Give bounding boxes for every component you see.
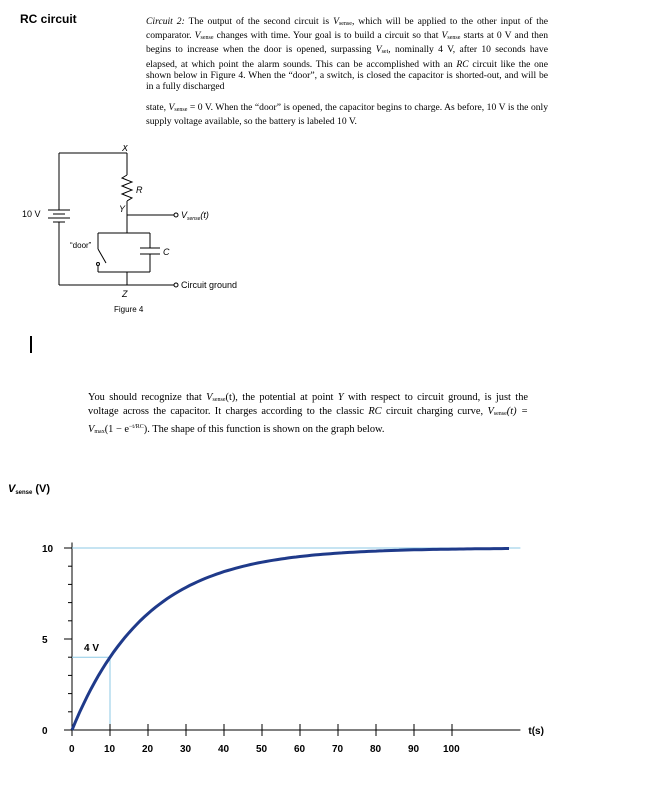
intro-text-a: The output of the second circuit is xyxy=(184,16,334,27)
set-sub: set xyxy=(381,49,389,56)
door-label: “door” xyxy=(70,241,92,250)
battery-label: 10 V xyxy=(22,209,41,219)
node-z-label: Z xyxy=(122,289,128,299)
circuit-label: Circuit 2: xyxy=(146,16,185,27)
v-symbol: V xyxy=(168,102,175,113)
x-tick-label: 0 xyxy=(69,744,75,755)
max-sub: max xyxy=(94,428,105,435)
state-paragraph xyxy=(146,102,548,127)
v-symbol: V xyxy=(194,30,201,42)
y-tick-label: 5 xyxy=(42,635,48,646)
sense-sub: sense xyxy=(174,107,188,113)
charging-curve-line xyxy=(72,549,509,731)
x-axis-label: t(s) xyxy=(528,726,544,737)
x-tick-label: 60 xyxy=(294,744,306,755)
figure-caption: Figure 4 xyxy=(114,305,144,314)
output-label: $V_{sense}(t)$ xyxy=(181,210,209,222)
sense-sub: sense xyxy=(212,397,226,403)
v-symbol: V xyxy=(333,16,339,27)
x-tick-label: 10 xyxy=(104,744,116,755)
explain-text-e: The shape of this function is shown on the graph below. xyxy=(149,423,385,435)
sense-sub: sense xyxy=(447,35,461,42)
text-cursor xyxy=(30,336,32,353)
resistor-label: R xyxy=(136,185,143,195)
sense-sub: sense xyxy=(493,411,507,418)
intro-text-c: changes with time. Your goal is to build a circuit so that xyxy=(213,30,442,42)
v-symbol: V xyxy=(206,392,213,403)
capacitor-label: C xyxy=(163,247,170,257)
x-tick-label: 50 xyxy=(256,744,268,755)
explain-text-b: (t), the potential at point xyxy=(225,392,338,403)
intro-text-e: , nominally 4 V, after 10 seconds have elapsed, at which point the alarm sounds. This can be accomplished with an xyxy=(146,44,548,70)
x-tick-label: 40 xyxy=(218,744,230,755)
explain-text-d: circuit charging curve, xyxy=(381,406,488,418)
rc-symbol: RC xyxy=(368,406,382,418)
explain-text-c: with respect to circuit ground, is just the voltage across the capacitor. It charges according to the classic xyxy=(88,392,528,418)
v-symbol: V xyxy=(441,30,448,42)
threshold-label: 4 V xyxy=(84,643,100,655)
x-tick-label: 30 xyxy=(180,744,192,755)
x-tick-label: 90 xyxy=(408,744,420,755)
y-symbol: Y xyxy=(337,392,344,403)
rc-symbol: RC xyxy=(456,58,469,70)
x-tick-label: 100 xyxy=(443,744,460,755)
intro-text-f: circuit like the one shown below in Figure 4. When the “door”, a switch, is closed the capacitor is shorted-out, and will be in a fully discharged xyxy=(146,58,548,93)
circuit-figure xyxy=(0,145,300,320)
sense-sub: sense xyxy=(200,35,214,42)
page-heading: RC circuit xyxy=(20,12,77,26)
x-tick-label: 20 xyxy=(142,744,154,755)
explanation-paragraph xyxy=(88,392,528,438)
v-symbol: V xyxy=(375,44,382,56)
v-symbol: V xyxy=(487,406,494,418)
x-tick-label: 80 xyxy=(370,744,382,755)
node-y-label: Y xyxy=(119,204,126,214)
formula-part-b: (1 − e xyxy=(104,423,130,435)
y-tick-label: 10 xyxy=(42,544,54,555)
ground-label: Circuit ground xyxy=(181,280,238,290)
intro-text-d: starts at 0 V and then begins to increase when the door is opened, surpassing xyxy=(146,30,548,56)
explain-text-a: You should recognize that xyxy=(88,392,207,403)
formula-part-c: ). xyxy=(143,423,150,435)
exponent: −t/RC xyxy=(129,423,144,430)
charging-curve-chart xyxy=(0,470,646,786)
x-tick-label: 70 xyxy=(332,744,344,755)
intro-paragraph xyxy=(146,16,548,92)
sense-sub: sense xyxy=(338,21,352,27)
y-axis-label: Vsense (V) xyxy=(8,483,51,496)
intro-text-h: = 0 V. When the “door” is opened, the capacitor begins to charge. As before, 10 V is the only supply voltage available, so the battery is labeled 10 V. xyxy=(146,102,548,128)
node-x-label: X xyxy=(122,145,129,153)
intro-text-g: state, xyxy=(146,102,169,113)
intro-text-b: , which will be applied to the other input of the comparator. xyxy=(146,16,549,42)
y-tick-label: 0 xyxy=(42,726,48,737)
formula-part-a: (t) = V xyxy=(88,406,528,435)
